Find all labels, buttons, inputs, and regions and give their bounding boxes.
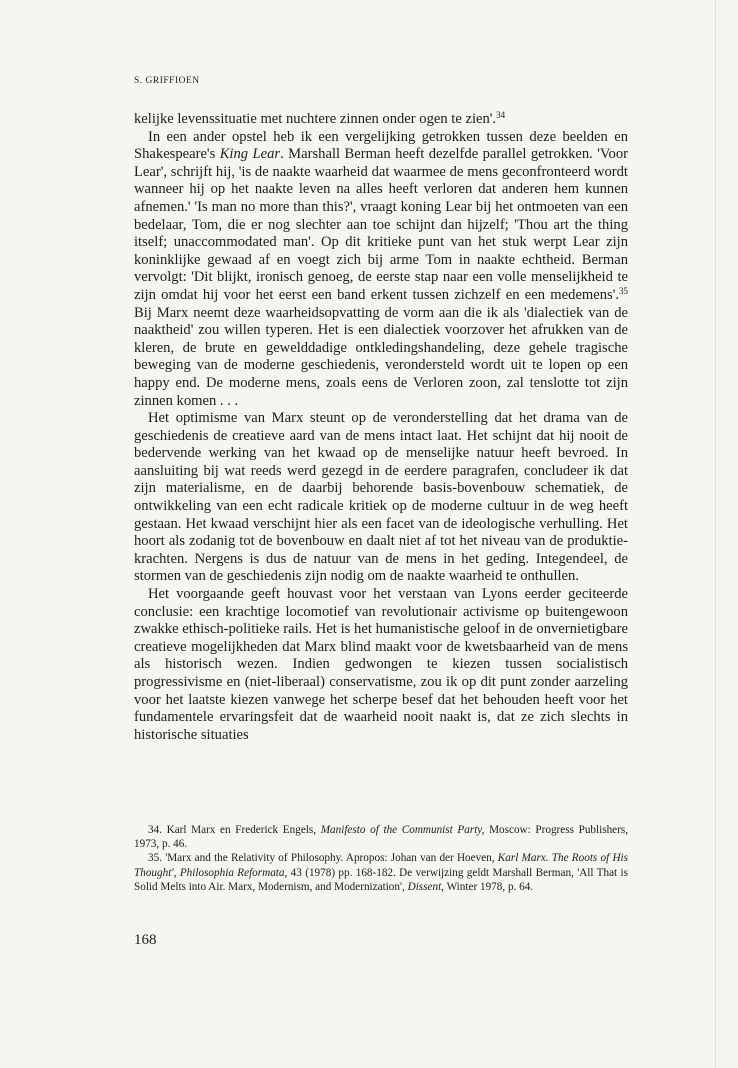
footnote-35-title-2: Dissent <box>407 880 442 893</box>
paragraph-2-part-1: In een ander opstel heb ik een vergelijking getrokken tussen deze beelden en Shakespeare's <box>134 128 628 163</box>
body-text <box>134 111 628 744</box>
footnote-35 <box>134 851 628 894</box>
footnote-34-pre: 34. Karl Marx en Frederick Engels, <box>148 824 321 836</box>
footnote-ref-35[interactable]: 35 <box>619 285 628 296</box>
paragraph-2 <box>134 129 628 411</box>
page-edge <box>715 0 716 1068</box>
footnotes <box>134 823 628 894</box>
footnote-34-title: Manifesto of the Communist Party, <box>320 824 485 836</box>
page-number: 168 <box>134 932 157 948</box>
footnote-34-post: Moscow: Progress Publishers, 1973, p. 46. <box>134 824 629 851</box>
paragraph-3: Het optimisme van Marx steunt op de veronderstelling dat het drama van de geschiedenis de creatieve aard van de mens intact laat. Het schijnt dat hij nooit de bedervende werking van het kwaad op de menselijke natuur heeft bevroed. In aansluiting bij wat reeds werd gezegd in de eerdere paragrafen, concludeer ik dat zijn materialisme, en de daarbij behorende basis-bovenbouw schematiek, de ontwikkeling van een echt radicale kritiek op de moderne cultuur in de weg heeft gestaan. Het kwaad verschijnt hier als een facet van de ideologische verhulling. Het hoort als zodanig tot de bovenbouw en daalt niet af tot het niveau van de produktie-krachten. Nergens is dus de natuur van de mens in het geding. Integendeel, de stormen van de geschiedenis zijn nodig om de naakte waarheid te onthullen. <box>134 410 628 585</box>
running-head: S. GRIFFIOEN <box>134 76 200 86</box>
footnote-35-mid: , 43 (1978) pp. 168-182. De verwijzing geldt Marshall Berman, 'All That is Solid Melts into Air. Marx, Modernism, and Modernization', <box>134 866 628 893</box>
footnote-35-title-1: Karl Marx. The Roots of His Thought', Philosophia Reformata <box>134 852 628 879</box>
paragraph-2-part-2: . Marshall Berman heeft dezelfde parallel getrokken. 'Voor Lear', schrijft hij, 'is de naakte waarheid dat waarmee de mens geconfronteerd wordt wanneer hij op het naakte leven na alles heeft verloren dat anderen hem kunnen afnemen.' 'Is man no more than this?', vraagt koning Lear bij het ontmoeten van een bedelaar, Tom, die er nog slechter aan toe schijnt dan hijzelf; 'Thou art the thing itself; unaccommodated man'. Op dit kritieke punt van het stuk werpt Lear zijn koninklijke gewaad af en voegt zich bij arme Tom in naakte echtheid. Berman vervolgt: 'Dit blijkt, ironisch genoeg, de eerste stap naar een volle menselijkheid te zijn omdat hij voor het eerst een band erkent tussen zichzelf en een medemens'. <box>134 146 628 303</box>
footnote-35-post: , Winter 1978, p. 64. <box>441 880 534 893</box>
footnote-34 <box>134 823 628 851</box>
king-lear-title: King Lear <box>219 146 281 163</box>
footnote-35-pre: 35. 'Marx and the Relativity of Philosophy. Apropos: Johan van der Hoeven, <box>148 852 498 865</box>
footnote-ref-34[interactable]: 34 <box>496 110 506 120</box>
paragraph-1-text: kelijke levenssituatie met nuchtere zinnen onder ogen te zien'. <box>134 111 497 127</box>
paragraph-4: Het voorgaande geeft houvast voor het verstaan van Lyons eerder geciteerde conclusie: een krachtige locomotief van revolutionair activisme op buitengewoon zwakke ethisch-politieke rails. Het is het humanistische geloof in de onvernietigbare creatieve mogelijkheden dat Marx blind maakt voor de kwetsbaarheid van de mens als historisch wezen. Indien gedwongen te kiezen tussen socialistisch progressivisme en (niet-liberaal) conservatisme, zou ik op dit punt zonder aarzeling voor het laatste kiezen vanwege het scherpe besef dat het behouden heeft voor het fundamentele ervaringsfeit dat de waarheid nooit naakt is, dat ze zich slechts in historische situaties <box>134 586 628 743</box>
paragraph-2-part-3: Bij Marx neemt deze waarheidsopvatting de vorm aan die ik als 'dialectiek van de naaktheid' zou willen typeren. Het is een dialectiek voorzover het afrukken van de kleren, de brute en gewelddadige ontkledingshandeling, deze gehele tragische beweging van de moderne geschiedenis, verondersteld wordt uit te lopen op een happy end. De moderne mens, zoals eens de Verloren zoon, zal tenslotte tot zijn zinnen komen . . . <box>134 304 628 409</box>
paragraph-1 <box>134 111 628 129</box>
